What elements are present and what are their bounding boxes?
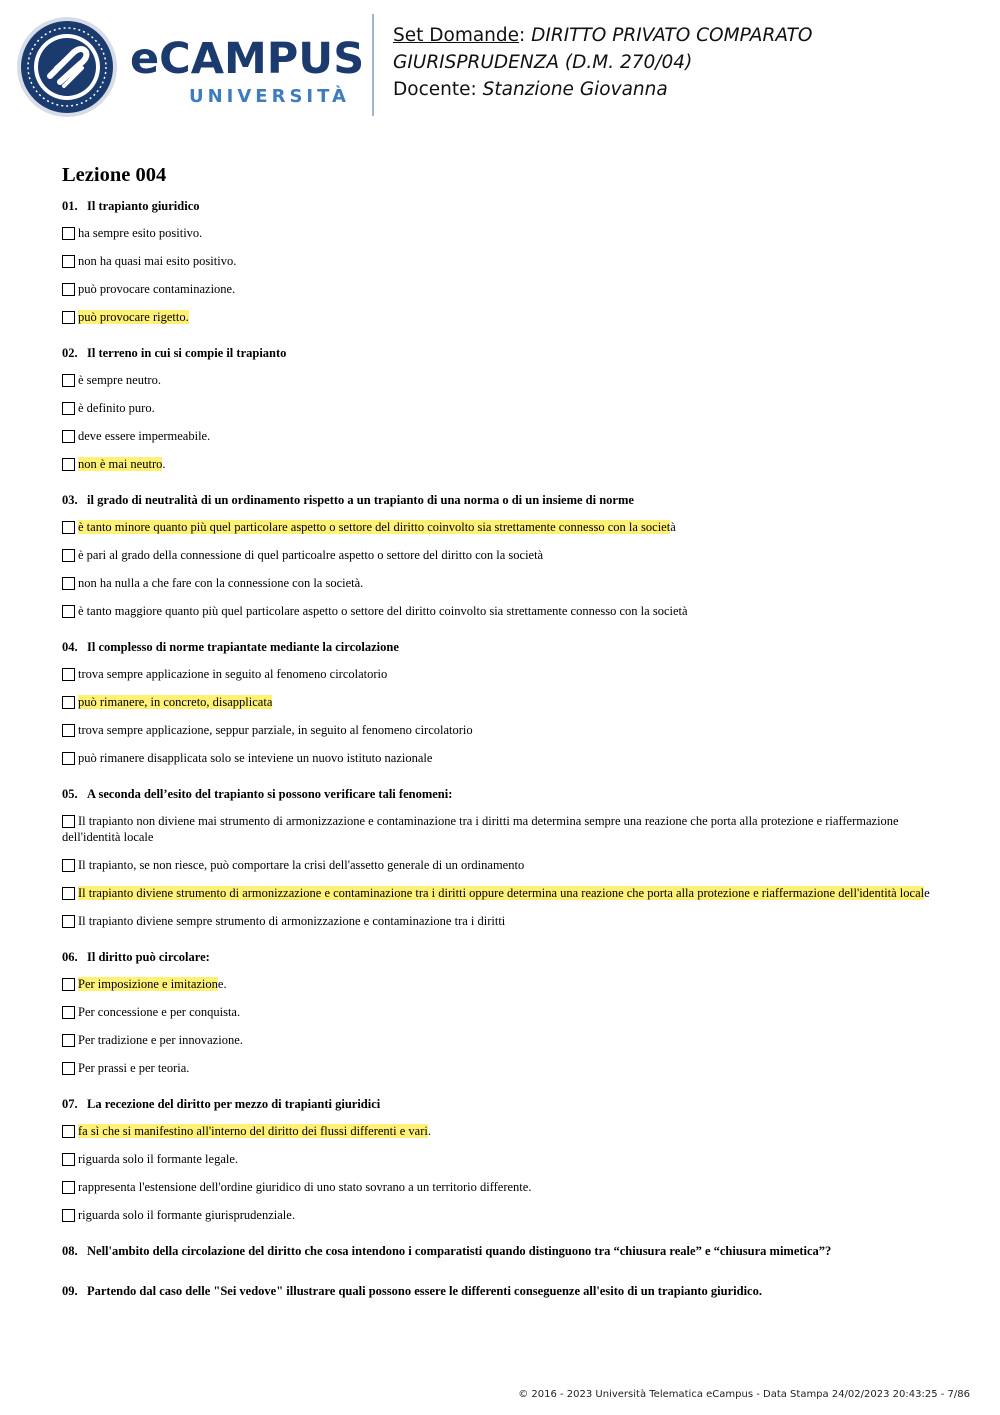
answer-text: e. — [217, 977, 227, 991]
docente-label: Docente: — [393, 79, 477, 100]
highlighted-correct-answer: Il trapianto diviene strumento di armonizzazione e contaminazione tra i diritti oppure determina una reazione che porta alla protezione e riaffermazione dell'identità local — [78, 886, 925, 900]
answer-text: e — [924, 886, 930, 900]
answer-text: è definito puro. — [78, 401, 155, 415]
question-label: Partendo dal caso delle "Sei vedove" illustrare quali possono essere le differenti conseguenze all'esito di un trapianto giuridico. — [87, 1284, 762, 1298]
question-block — [62, 492, 952, 619]
answer-option[interactable] — [62, 1151, 952, 1167]
question-label: Il diritto può circolare: — [87, 950, 210, 964]
answer-option[interactable] — [62, 519, 952, 535]
answer-option[interactable] — [62, 857, 952, 873]
question-label: il grado di neutralità di un ordinamento rispetto a un trapianto di una norma o di un insieme di norme — [87, 493, 634, 507]
question-text — [62, 198, 952, 214]
highlighted-correct-answer: non è mai neutro — [78, 457, 163, 471]
answer-text: trova sempre applicazione in seguito al fenomeno circolatorio — [78, 667, 388, 681]
answer-text: può rimanere disapplicata solo se inteviene un nuovo istituto nazionale — [78, 751, 433, 765]
checkbox[interactable] — [62, 605, 75, 618]
checkbox[interactable] — [62, 815, 75, 828]
answer-text: . — [427, 1124, 431, 1138]
lesson-title: Lezione 004 — [62, 164, 167, 186]
question-number: 02. — [62, 346, 78, 360]
header-info — [393, 22, 813, 103]
question-block — [62, 1096, 952, 1223]
question-block — [62, 786, 952, 929]
answer-option[interactable] — [62, 1060, 952, 1076]
answer-option[interactable] — [62, 428, 952, 444]
answer-text: Per prassi e per teoria. — [78, 1061, 190, 1075]
checkbox[interactable] — [62, 752, 75, 765]
question-number: 05. — [62, 787, 78, 801]
answer-option[interactable] — [62, 913, 952, 929]
checkbox[interactable] — [62, 1125, 75, 1138]
answer-text: à — [670, 520, 676, 534]
ecampus-logo-icon — [16, 16, 118, 118]
question-text — [62, 492, 952, 508]
answer-option[interactable] — [62, 666, 952, 682]
checkbox[interactable] — [62, 887, 75, 900]
question-text — [62, 639, 952, 655]
answer-option[interactable] — [62, 1179, 952, 1195]
checkbox[interactable] — [62, 1153, 75, 1166]
question-number: 04. — [62, 640, 78, 654]
question-text — [62, 1096, 952, 1112]
answer-text: riguarda solo il formante legale. — [78, 1152, 239, 1166]
question-number: 03. — [62, 493, 78, 507]
checkbox[interactable] — [62, 696, 75, 709]
checkbox[interactable] — [62, 1006, 75, 1019]
answer-option[interactable] — [62, 309, 952, 325]
question-label: Il trapianto giuridico — [87, 199, 200, 213]
answer-text: non ha nulla a che fare con la connessione con la società. — [78, 576, 364, 590]
answer-option[interactable] — [62, 400, 952, 416]
answer-option[interactable] — [62, 1207, 952, 1223]
checkbox[interactable] — [62, 859, 75, 872]
answer-option[interactable] — [62, 1032, 952, 1048]
question-label: La recezione del diritto per mezzo di trapianti giuridici — [87, 1097, 381, 1111]
answer-option[interactable] — [62, 575, 952, 591]
page-footer: © 2016 - 2023 Università Telematica eCampus - Data Stampa 24/02/2023 20:43:25 - 7/86 — [518, 1389, 970, 1400]
docente-name: Stanzione Giovanna — [482, 79, 668, 100]
checkbox[interactable] — [62, 1034, 75, 1047]
checkbox[interactable] — [62, 549, 75, 562]
checkbox[interactable] — [62, 430, 75, 443]
answer-option[interactable] — [62, 281, 952, 297]
logo-subtitle: UNIVERSITÀ — [189, 86, 350, 107]
highlighted-correct-answer: può rimanere, in concreto, disapplicata — [78, 695, 273, 709]
checkbox[interactable] — [62, 255, 75, 268]
answer-option[interactable] — [62, 750, 952, 766]
question-label: Nell'ambito della circolazione del diritto che cosa intendono i comparatisti quando distinguono tra “chiusura reale” e “chiusura mimetica”? — [87, 1244, 832, 1258]
question-number: 08. — [62, 1244, 78, 1258]
checkbox[interactable] — [62, 458, 75, 471]
question-number: 09. — [62, 1284, 78, 1298]
answer-option[interactable] — [62, 253, 952, 269]
answer-text: ha sempre esito positivo. — [78, 226, 203, 240]
checkbox[interactable] — [62, 402, 75, 415]
question-label: Il terreno in cui si compie il trapianto — [87, 346, 287, 360]
checkbox[interactable] — [62, 1062, 75, 1075]
answer-text: non ha quasi mai esito positivo. — [78, 254, 237, 268]
answer-option[interactable] — [62, 225, 952, 241]
checkbox[interactable] — [62, 978, 75, 991]
question-number: 01. — [62, 199, 78, 213]
question-list — [62, 198, 952, 1223]
checkbox[interactable] — [62, 521, 75, 534]
question-text — [62, 786, 952, 802]
checkbox[interactable] — [62, 1209, 75, 1222]
open-question-list — [62, 1243, 952, 1299]
question-block — [62, 639, 952, 766]
question-text — [62, 345, 952, 361]
answer-text: può provocare contaminazione. — [78, 282, 236, 296]
answer-option[interactable] — [62, 547, 952, 563]
answer-text: . — [162, 457, 166, 471]
question-label: A seconda dell’esito del trapianto si possono verificare tali fenomeni: — [87, 787, 453, 801]
question-label: Il complesso di norme trapiantate mediante la circolazione — [87, 640, 399, 654]
open-question — [62, 1283, 952, 1299]
answer-text: trova sempre applicazione, seppur parziale, in seguito al fenomeno circolatorio — [78, 723, 473, 737]
document-header — [0, 0, 1000, 130]
open-question — [62, 1243, 952, 1259]
docente-line — [393, 76, 813, 103]
checkbox[interactable] — [62, 915, 75, 928]
answer-text: Per tradizione e per innovazione. — [78, 1033, 243, 1047]
answer-option[interactable] — [62, 885, 952, 901]
checkbox[interactable] — [62, 227, 75, 240]
answer-option[interactable] — [62, 694, 952, 710]
question-block — [62, 949, 952, 1076]
highlighted-correct-answer: Per imposizione e imitazion — [78, 977, 218, 991]
answer-text: deve essere impermeabile. — [78, 429, 211, 443]
question-text — [62, 949, 952, 965]
answer-text: è tanto maggiore quanto più quel particolare aspetto o settore del diritto coinvolto sia strettamente connesso con la società — [78, 604, 688, 618]
checkbox[interactable] — [62, 577, 75, 590]
set-label: Set Domande — [393, 25, 520, 46]
answer-text: Il trapianto diviene sempre strumento di armonizzazione e contaminazione tra i diritti — [78, 914, 506, 928]
course-title: DIRITTO PRIVATO COMPARATO — [531, 25, 813, 46]
header-divider — [372, 14, 374, 116]
answer-text: Il trapianto, se non riesce, può comportare la crisi dell'assetto generale di un ordinamento — [78, 858, 525, 872]
checkbox[interactable] — [62, 668, 75, 681]
checkbox[interactable] — [62, 283, 75, 296]
answer-option[interactable] — [62, 1004, 952, 1020]
answer-text: rappresenta l'estensione dell'ordine giuridico di uno stato sovrano a un territorio differente. — [78, 1180, 532, 1194]
question-block — [62, 345, 952, 472]
checkbox[interactable] — [62, 724, 75, 737]
checkbox[interactable] — [62, 311, 75, 324]
answer-option[interactable] — [62, 722, 952, 738]
answer-option[interactable] — [62, 603, 952, 619]
highlighted-correct-answer: può provocare rigetto. — [78, 310, 189, 324]
answer-option[interactable] — [62, 372, 952, 388]
answer-text: è pari al grado della connessione di quel particoalre aspetto o settore del diritto con la società — [78, 548, 544, 562]
question-number: 06. — [62, 950, 78, 964]
answer-option[interactable] — [62, 813, 952, 845]
course-line-2: GIURISPRUDENZA (D.M. 270/04) — [393, 52, 693, 73]
lesson-content — [62, 162, 952, 1323]
checkbox[interactable] — [62, 374, 75, 387]
checkbox[interactable] — [62, 1181, 75, 1194]
question-block — [62, 198, 952, 325]
answer-option[interactable] — [62, 976, 952, 992]
answer-option[interactable] — [62, 456, 952, 472]
answer-text: Il trapianto non diviene mai strumento di armonizzazione e contaminazione tra i diritti ma determina sempre una reazione che porta alla protezione e riaffermazione dell'identità locale — [62, 814, 899, 844]
highlighted-correct-answer: fa sì che si manifestino all'interno del diritto dei flussi differenti e vari — [78, 1124, 428, 1138]
answer-text: è sempre neutro. — [78, 373, 161, 387]
logo-wordmark: eCAMPUS — [130, 34, 365, 84]
course-line-1: Set Domande: DIRITTO PRIVATO COMPARATO — [393, 25, 813, 46]
highlighted-correct-answer: è tanto minore quanto più quel particolare aspetto o settore del diritto coinvolto sia strettamente connesso con la societ — [78, 520, 671, 534]
answer-option[interactable] — [62, 1123, 952, 1139]
answer-text: riguarda solo il formante giurisprudenziale. — [78, 1208, 295, 1222]
question-number: 07. — [62, 1097, 78, 1111]
answer-text: Per concessione e per conquista. — [78, 1005, 241, 1019]
